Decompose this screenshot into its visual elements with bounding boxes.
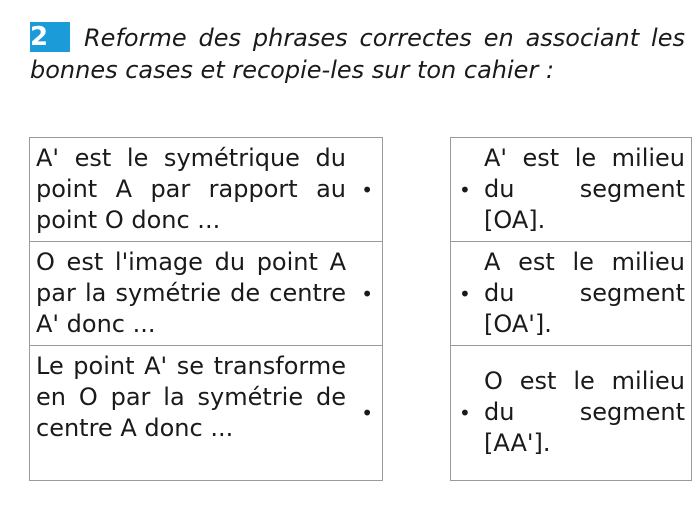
right-cell-text: A' est le milieu du segment [OA]. [484, 144, 685, 234]
left-cell-text: O est l'image du point A par la symétrie de centre A' donc ... [36, 248, 346, 338]
connector-dot[interactable]: • [459, 281, 471, 306]
connector-dot[interactable]: • [361, 401, 373, 425]
exercise-number-badge: 2 [30, 22, 70, 52]
instruction-text: Reforme des phrases correctes en associant les bonnes cases et recopie-les sur ton cahier : [30, 24, 685, 84]
left-cell-text: A' est le symétrique du point A par rapport au point O donc ... [36, 144, 346, 234]
connector-dot[interactable]: • [361, 177, 373, 202]
right-cell-text: A est le milieu du segment [OA']. [484, 248, 685, 338]
left-cell [30, 138, 382, 242]
left-cell-text: Le point A' se transforme en O par la symétrie de centre A donc ... [36, 352, 346, 442]
right-cell [451, 242, 691, 346]
exercise-instruction [30, 22, 685, 86]
right-cell [451, 346, 691, 481]
connector-dot[interactable]: • [459, 177, 471, 202]
left-cell [30, 346, 382, 481]
connector-dot[interactable]: • [459, 401, 471, 425]
left-cell [30, 242, 382, 346]
right-column [450, 137, 692, 481]
right-cell [451, 138, 691, 242]
right-cell-text: O est le milieu du segment [AA']. [484, 367, 685, 457]
left-column [29, 137, 383, 481]
connector-dot[interactable]: • [361, 281, 373, 306]
